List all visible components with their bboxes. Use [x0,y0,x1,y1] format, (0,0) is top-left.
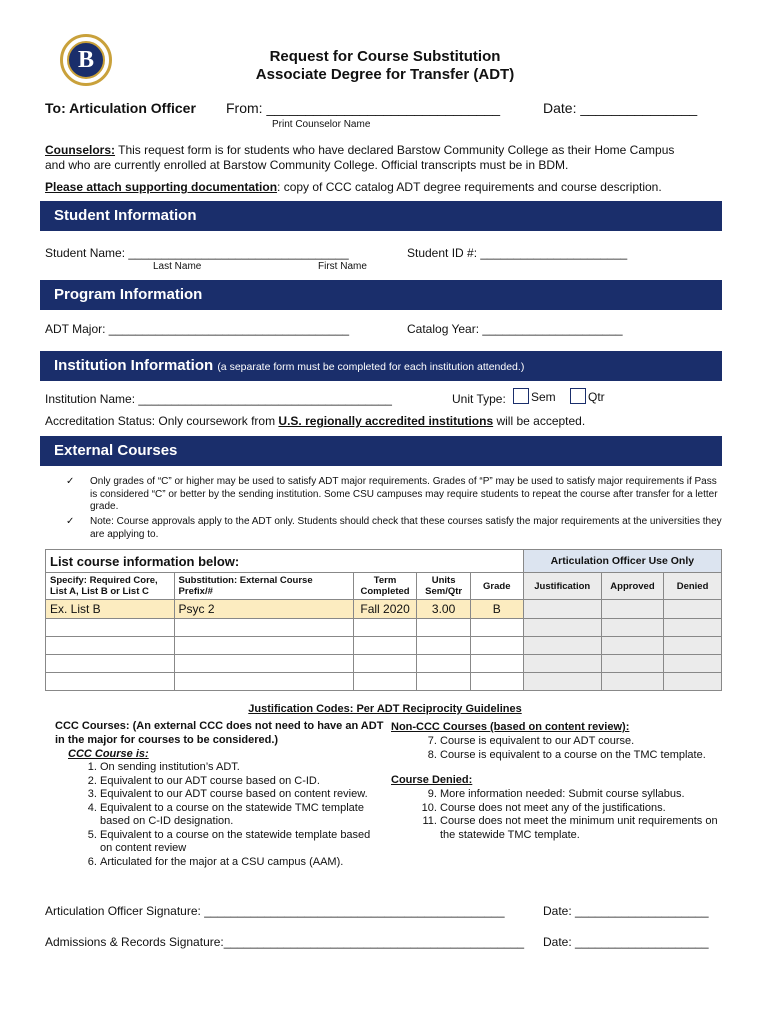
col-term [353,573,417,600]
ccc-is-label: CCC Course is: [68,748,149,760]
accred-text: Accreditation Status: Only coursework from [45,414,279,428]
col-specify: Specify: Required Core, List A, List B or List C [46,573,175,600]
form-subtitle: Associate Degree for Transfer (ADT) [255,66,515,83]
example-row [46,600,722,619]
courses-table [45,549,722,691]
college-logo-letter: B [67,41,105,79]
list-item: 7. Course is equivalent to our ADT course. [440,735,725,749]
to-label: To: Articulation Officer [45,100,196,116]
accred-end: will be accepted. [493,414,586,428]
example-units: 3.00 [417,600,470,619]
form-title: Request for Course Substitution [269,48,501,65]
col-approved: Approved [601,573,663,600]
table-row[interactable] [46,637,722,655]
counselors-text-line2: and who are currently enrolled at Barstow Community College. Official transcripts must be in BDM. [45,158,569,172]
qtr-checkbox[interactable] [570,388,586,404]
sem-checkbox[interactable] [513,388,529,404]
attach-label: Please attach supporting documentation [45,180,278,194]
col-term-line2: Completed [360,586,410,597]
accreditation-status [45,414,585,428]
example-list: Ex. List B [46,600,175,619]
sem-label: Sem [531,390,556,404]
check-icon: ✓ [66,516,75,527]
table-row[interactable] [46,619,722,637]
list-item: 10. Course does not meet any of the justifications. [440,802,725,816]
institution-name-field[interactable]: Institution Name: ______________________________________ [45,392,392,406]
example-grade: B [470,600,523,619]
col-units-line2: Sem/Qtr [425,586,463,597]
grades-note: Only grades of “C” or higher may be used to satisfy ADT major requirements. Grades of “P” may be used to satisfy major requirements if Pass is considered “C” or better by the sending institution. Some CSU campuses may require students to repeat the course after transfer for a letter grade. [90,476,718,512]
list-item: 3. Equivalent to our ADT course based on content review. [100,788,385,802]
print-counselor-name-label: Print Counselor Name [272,119,371,130]
accred-link: U.S. regionally accredited institutions [278,414,494,428]
ao-date-field[interactable]: Date: ____________________ [543,904,709,918]
counselors-label: Counselors: [45,143,116,157]
denied-list [440,788,725,842]
list-item: 1. On sending institution’s ADT. [100,761,385,775]
date-field[interactable]: Date: _______________ [543,100,698,116]
institution-bar-title: Institution Information [54,357,214,374]
external-courses-bar: External Courses [40,436,722,466]
list-item: 4. Equivalent to a course on the statewide TMC template based on C-ID designation. [100,802,385,829]
col-justification: Justification [523,573,601,600]
list-item: 9. More information needed: Submit course syllabus. [440,788,725,802]
ao-signature-field[interactable]: Articulation Officer Signature: _____________________________________________ [45,904,505,918]
col-units-line1: Units [431,575,456,586]
ar-date-field[interactable]: Date: ____________________ [543,935,709,949]
col-units [417,573,470,600]
adt-major-field[interactable]: ADT Major: ____________________________________ [45,322,350,336]
ccc-list [100,761,385,869]
col-term-line1: Term [373,575,397,586]
justification-title: Justification Codes: Per ADT Reciprocity Guidelines [248,703,522,715]
approvals-note: Note: Course approvals apply to the ADT only. Students should check that these courses satisfy the major requirements at the universities they are applying to. [90,516,722,540]
unit-type-label: Unit Type: [452,392,506,406]
ar-signature-field[interactable]: Admissions & Records Signature:_____________________________________________ [45,935,525,949]
first-name-label: First Name [318,261,367,272]
program-information-bar: Program Information [40,280,722,310]
denied-heading: Course Denied: [391,774,473,786]
catalog-year-field[interactable]: Catalog Year: _____________________ [407,322,623,336]
qtr-label: Qtr [588,390,605,404]
counselors-text-line1: This request form is for students who have declared Barstow Community College as their Home Campus [115,143,675,157]
example-course: Psyc 2 [174,600,353,619]
attach-paragraph [45,180,735,194]
ao-use-only-header: Articulation Officer Use Only [523,550,721,573]
col-substitution: Substitution: External Course Prefix/# [174,573,353,600]
col-denied: Denied [664,573,722,600]
institution-bar-note: (a separate form must be completed for each institution attended.) [217,361,525,373]
list-item: 2. Equivalent to our ADT course based on C-ID. [100,775,385,789]
ccc-heading: CCC Courses: (An external CCC does not need to have an ADT in the major for courses to be considered.) [55,720,384,746]
list-course-header: List course information below: [46,550,524,573]
table-row[interactable] [46,655,722,673]
student-name-field[interactable]: Student Name: _________________________________ [45,246,349,260]
from-field[interactable]: From: ______________________________ [226,100,501,116]
student-id-field[interactable]: Student ID #: ______________________ [407,246,628,260]
list-item: 6. Articulated for the major at a CSU campus (AAM). [100,856,385,870]
last-name-label: Last Name [153,261,202,272]
counselors-paragraph [45,143,735,157]
list-item: 8. Course is equivalent to a course on the TMC template. [440,749,725,763]
institution-information-bar [40,351,722,381]
list-item: 5. Equivalent to a course on the statewide template based on content review [100,829,385,856]
col-grade: Grade [470,573,523,600]
student-information-bar: Student Information [40,201,722,231]
unit-type-sem [513,388,556,404]
nonccc-heading: Non-CCC Courses (based on content review): [391,721,630,733]
attach-text: : copy of CCC catalog ADT degree requirements and course description. [277,180,662,194]
unit-type-qtr [570,388,605,404]
table-row[interactable] [46,673,722,691]
example-term: Fall 2020 [353,600,417,619]
check-icon: ✓ [66,476,75,487]
list-item: 11. Course does not meet the minimum unit requirements on the statewide TMC template. [440,815,725,842]
nonccc-list [440,735,725,762]
